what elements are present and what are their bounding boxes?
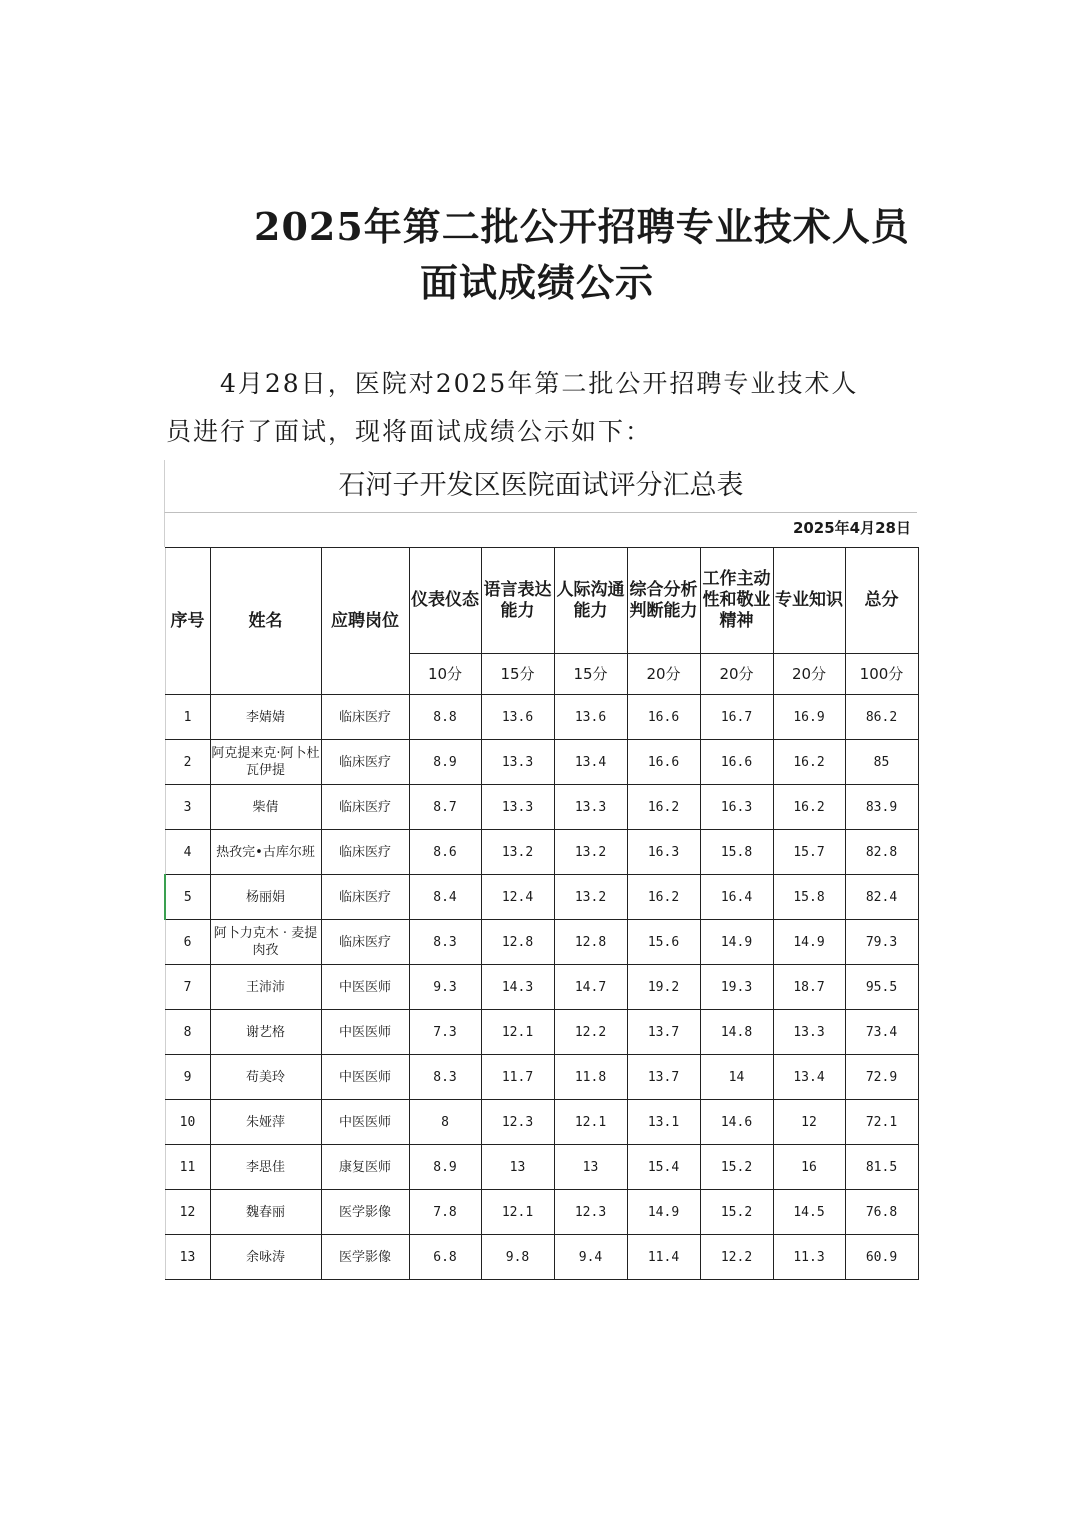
cell-expression: 9.8 (481, 1235, 554, 1280)
table-row (165, 920, 918, 965)
cell-analysis: 15.6 (627, 920, 700, 965)
cell-analysis: 19.2 (627, 965, 700, 1010)
cell-index: 9 (165, 1055, 210, 1100)
cell-communication: 13.6 (554, 695, 627, 740)
table-row (165, 785, 918, 830)
cell-analysis: 16.3 (627, 830, 700, 875)
max-score-cell: 20分 (627, 654, 700, 695)
document-title-line1: 2025年第二批公开招聘专业技术人员 (254, 204, 910, 249)
cell-analysis: 15.4 (627, 1145, 700, 1190)
cell-post: 中医医师 (321, 1100, 409, 1145)
cell-total: 85 (845, 740, 918, 785)
cell-post: 医学影像 (321, 1235, 409, 1280)
cell-knowledge: 16 (773, 1145, 845, 1190)
cell-knowledge: 12 (773, 1100, 845, 1145)
table-row (165, 1010, 918, 1055)
cell-appearance: 8.7 (409, 785, 481, 830)
cell-expression: 12.1 (481, 1010, 554, 1055)
cell-communication: 11.8 (554, 1055, 627, 1100)
cell-index: 6 (165, 920, 210, 965)
cell-appearance: 9.3 (409, 965, 481, 1010)
cell-expression: 12.8 (481, 920, 554, 965)
cell-name: 热孜完•古库尔班 (210, 830, 321, 875)
header-analysis: 综合分析判断能力 (627, 548, 700, 654)
cell-communication: 13.4 (554, 740, 627, 785)
max-score-cell: 10分 (409, 654, 481, 695)
cell-post: 中医医师 (321, 965, 409, 1010)
cell-post: 康复医师 (321, 1145, 409, 1190)
max-score-cell: 15分 (481, 654, 554, 695)
cell-analysis: 16.6 (627, 740, 700, 785)
max-score-cell: 15分 (554, 654, 627, 695)
cell-appearance: 6.8 (409, 1235, 481, 1280)
cell-total: 81.5 (845, 1145, 918, 1190)
cell-index: 12 (165, 1190, 210, 1235)
cell-initiative: 12.2 (700, 1235, 773, 1280)
cell-appearance: 7.3 (409, 1010, 481, 1055)
cell-expression: 13.3 (481, 740, 554, 785)
cell-communication: 12.2 (554, 1010, 627, 1055)
cell-knowledge: 16.2 (773, 785, 845, 830)
cell-communication: 13.2 (554, 875, 627, 920)
table-row (165, 1100, 918, 1145)
cell-analysis: 16.2 (627, 785, 700, 830)
cell-name: 苟美玲 (210, 1055, 321, 1100)
cell-name: 王沛沛 (210, 965, 321, 1010)
cell-index: 13 (165, 1235, 210, 1280)
cell-index: 2 (165, 740, 210, 785)
cell-total: 83.9 (845, 785, 918, 830)
cell-index: 4 (165, 830, 210, 875)
cell-appearance: 8 (409, 1100, 481, 1145)
cell-initiative: 15.2 (700, 1145, 773, 1190)
cell-analysis: 11.4 (627, 1235, 700, 1280)
cell-knowledge: 14.5 (773, 1190, 845, 1235)
cell-knowledge: 14.9 (773, 920, 845, 965)
cell-index: 7 (165, 965, 210, 1010)
cell-index: 11 (165, 1145, 210, 1190)
cell-index: 10 (165, 1100, 210, 1145)
header-knowledge: 专业知识 (773, 548, 845, 654)
cell-index: 5 (165, 875, 210, 920)
table-row (165, 1190, 918, 1235)
cell-appearance: 8.9 (409, 1145, 481, 1190)
table-row (165, 1235, 918, 1280)
intro-paragraph (166, 360, 926, 456)
cell-communication: 13.3 (554, 785, 627, 830)
cell-knowledge: 15.7 (773, 830, 845, 875)
table-row (165, 875, 918, 920)
cell-index: 1 (165, 695, 210, 740)
cell-analysis: 13.1 (627, 1100, 700, 1145)
cell-appearance: 8.4 (409, 875, 481, 920)
cell-name: 谢艺格 (210, 1010, 321, 1055)
cell-total: 79.3 (845, 920, 918, 965)
cell-name: 李婧婧 (210, 695, 321, 740)
cell-initiative: 19.3 (700, 965, 773, 1010)
cell-communication: 12.8 (554, 920, 627, 965)
cell-initiative: 16.3 (700, 785, 773, 830)
cell-expression: 12.1 (481, 1190, 554, 1235)
max-score-cell: 20分 (773, 654, 845, 695)
cell-knowledge: 18.7 (773, 965, 845, 1010)
table-row (165, 1055, 918, 1100)
score-table (164, 547, 919, 1280)
cell-name: 余咏涛 (210, 1235, 321, 1280)
cell-name: 柴倩 (210, 785, 321, 830)
header-post: 应聘岗位 (321, 548, 409, 695)
cell-name: 李思佳 (210, 1145, 321, 1190)
cell-expression: 13.3 (481, 785, 554, 830)
header-row (165, 548, 918, 654)
cell-initiative: 16.4 (700, 875, 773, 920)
cell-post: 临床医疗 (321, 785, 409, 830)
cell-post: 医学影像 (321, 1190, 409, 1235)
cell-appearance: 8.8 (409, 695, 481, 740)
cell-post: 临床医疗 (321, 695, 409, 740)
cell-total: 82.4 (845, 875, 918, 920)
cell-expression: 13 (481, 1145, 554, 1190)
sheet-title: 石河子开发区医院面试评分汇总表 (164, 460, 917, 512)
cell-total: 82.8 (845, 830, 918, 875)
intro-line2: 员进行了面试，现将面试成绩公示如下： (166, 417, 653, 446)
cell-analysis: 14.9 (627, 1190, 700, 1235)
cell-total: 95.5 (845, 965, 918, 1010)
cell-index: 3 (165, 785, 210, 830)
cell-knowledge: 16.2 (773, 740, 845, 785)
cell-knowledge: 15.8 (773, 875, 845, 920)
cell-post: 中医医师 (321, 1055, 409, 1100)
cell-communication: 14.7 (554, 965, 627, 1010)
cell-initiative: 16.7 (700, 695, 773, 740)
header-total: 总分 (845, 548, 918, 654)
cell-appearance: 7.8 (409, 1190, 481, 1235)
header-index: 序号 (165, 548, 210, 695)
cell-name: 魏春丽 (210, 1190, 321, 1235)
cell-total: 86.2 (845, 695, 918, 740)
cell-initiative: 16.6 (700, 740, 773, 785)
cell-analysis: 13.7 (627, 1055, 700, 1100)
header-name: 姓名 (210, 548, 321, 695)
header-communication: 人际沟通能力 (554, 548, 627, 654)
cell-appearance: 8.9 (409, 740, 481, 785)
cell-initiative: 15.8 (700, 830, 773, 875)
cell-expression: 12.3 (481, 1100, 554, 1145)
cell-total: 76.8 (845, 1190, 918, 1235)
cell-initiative: 15.2 (700, 1190, 773, 1235)
cell-knowledge: 13.4 (773, 1055, 845, 1100)
cell-communication: 13.2 (554, 830, 627, 875)
cell-expression: 11.7 (481, 1055, 554, 1100)
cell-analysis: 13.7 (627, 1010, 700, 1055)
cell-initiative: 14.9 (700, 920, 773, 965)
score-sheet (164, 460, 917, 1280)
document-title-line2: 面试成绩公示 (420, 260, 655, 305)
header-appearance: 仪表仪态 (409, 548, 481, 654)
table-row (165, 740, 918, 785)
cell-expression: 13.2 (481, 830, 554, 875)
max-score-cell: 20分 (700, 654, 773, 695)
cell-analysis: 16.6 (627, 695, 700, 740)
header-initiative: 工作主动性和敬业精神 (700, 548, 773, 654)
header-expression: 语言表达能力 (481, 548, 554, 654)
cell-total: 72.9 (845, 1055, 918, 1100)
cell-analysis: 16.2 (627, 875, 700, 920)
cell-communication: 9.4 (554, 1235, 627, 1280)
cell-post: 临床医疗 (321, 740, 409, 785)
cell-name: 阿卜力克木 · 麦提肉孜 (210, 920, 321, 965)
table-row (165, 1145, 918, 1190)
table-row (165, 830, 918, 875)
cell-expression: 14.3 (481, 965, 554, 1010)
cell-total: 72.1 (845, 1100, 918, 1145)
max-score-cell: 100分 (845, 654, 918, 695)
cell-post: 临床医疗 (321, 920, 409, 965)
cell-initiative: 14 (700, 1055, 773, 1100)
cell-communication: 13 (554, 1145, 627, 1190)
cell-index: 8 (165, 1010, 210, 1055)
cell-name: 杨丽娟 (210, 875, 321, 920)
cell-total: 60.9 (845, 1235, 918, 1280)
cell-appearance: 8.6 (409, 830, 481, 875)
intro-line1: 4月28日，医院对2025年第二批公开招聘专业技术人 (220, 369, 859, 398)
table-row (165, 965, 918, 1010)
cell-knowledge: 11.3 (773, 1235, 845, 1280)
cell-knowledge: 16.9 (773, 695, 845, 740)
cell-expression: 12.4 (481, 875, 554, 920)
cell-post: 临床医疗 (321, 830, 409, 875)
cell-post: 临床医疗 (321, 875, 409, 920)
cell-total: 73.4 (845, 1010, 918, 1055)
sheet-date: 2025年4月28日 (164, 512, 917, 547)
cell-communication: 12.1 (554, 1100, 627, 1145)
cell-knowledge: 13.3 (773, 1010, 845, 1055)
cell-communication: 12.3 (554, 1190, 627, 1235)
cell-name: 朱娅萍 (210, 1100, 321, 1145)
cell-expression: 13.6 (481, 695, 554, 740)
cell-name: 阿克提来克·阿卜杜瓦伊提 (210, 740, 321, 785)
cell-post: 中医医师 (321, 1010, 409, 1055)
cell-appearance: 8.3 (409, 920, 481, 965)
cell-initiative: 14.6 (700, 1100, 773, 1145)
table-row (165, 695, 918, 740)
cell-appearance: 8.3 (409, 1055, 481, 1100)
cell-initiative: 14.8 (700, 1010, 773, 1055)
